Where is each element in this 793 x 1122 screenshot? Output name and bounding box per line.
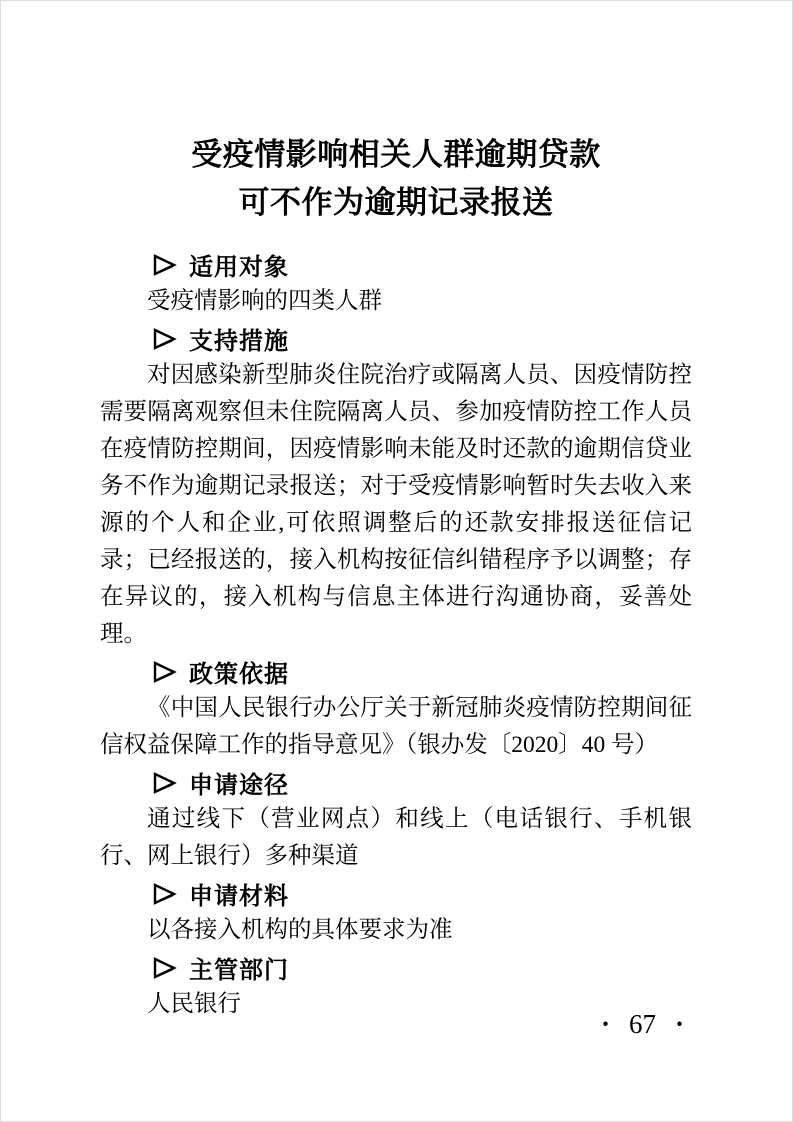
section-heading-policy-basis [100,653,692,690]
footer-right-dot: · [674,1009,684,1039]
section-heading-label: 申请材料 [189,883,289,910]
page-footer [601,1008,684,1040]
section-heading-application-materials [100,875,692,912]
document-title [100,131,692,227]
arrowhead-bullet-icon [152,956,177,980]
section-heading-application-channels [100,764,692,801]
section-paragraph: 以各接入机构的具体要求为准 [147,917,453,943]
document-title-line-2: 可不作为逾期记录报送 [238,185,554,220]
section-paragraph: 《中国人民银行办公厅关于新冠肺炎疫情防控期间征信权益保障工作的指导意见》（银办发〔2020〕40 号） [100,695,692,758]
section-paragraph: 通过线下（营业网点）和线上（电话银行、手机银行、网上银行）多种渠道 [100,806,692,869]
arrowhead-bullet-icon [152,327,177,351]
section-heading-label: 支持措施 [189,328,289,355]
section-heading-competent-authority [100,949,692,986]
section-list [100,246,692,1023]
section-heading-label: 适用对象 [189,254,289,281]
section-paragraph: 受疫情影响的四类人群 [147,288,382,314]
page-number: 67 [628,1009,656,1039]
arrowhead-bullet-icon [152,882,177,906]
arrowhead-bullet-icon [152,253,177,277]
footer-left-dot: · [600,1009,610,1039]
section-heading-applicable-subjects [100,246,692,283]
section-paragraph: 对因感染新型肺炎住院治疗或隔离人员、因疫情防控需要隔离观察但未住院隔离人员、参加疫情防控工作人员在疫情防控期间，因疫情影响未能及时还款的逾期信贷业务不作为逾期记录报送；对于受疫情影响暂时失去收入来源的个人和企业,可依照调整后的还款安排报送征信记录；已经报送的，接入机构按征信纠错程序予以调整；存在异议的，接入机构与信息主体进行沟通协商，妥善处理。 [100,362,692,647]
section-paragraph: 人民银行 [147,991,241,1017]
section-heading-label: 申请途径 [189,772,289,799]
arrowhead-bullet-icon [152,771,177,795]
section-heading-label: 政策依据 [189,661,289,688]
section-heading-support-measures [100,320,692,357]
page-content [100,0,692,1023]
document-title-line-1: 受疫情影响相关人群逾期贷款 [191,137,601,172]
arrowhead-bullet-icon [152,660,177,684]
section-heading-label: 主管部门 [189,957,289,984]
